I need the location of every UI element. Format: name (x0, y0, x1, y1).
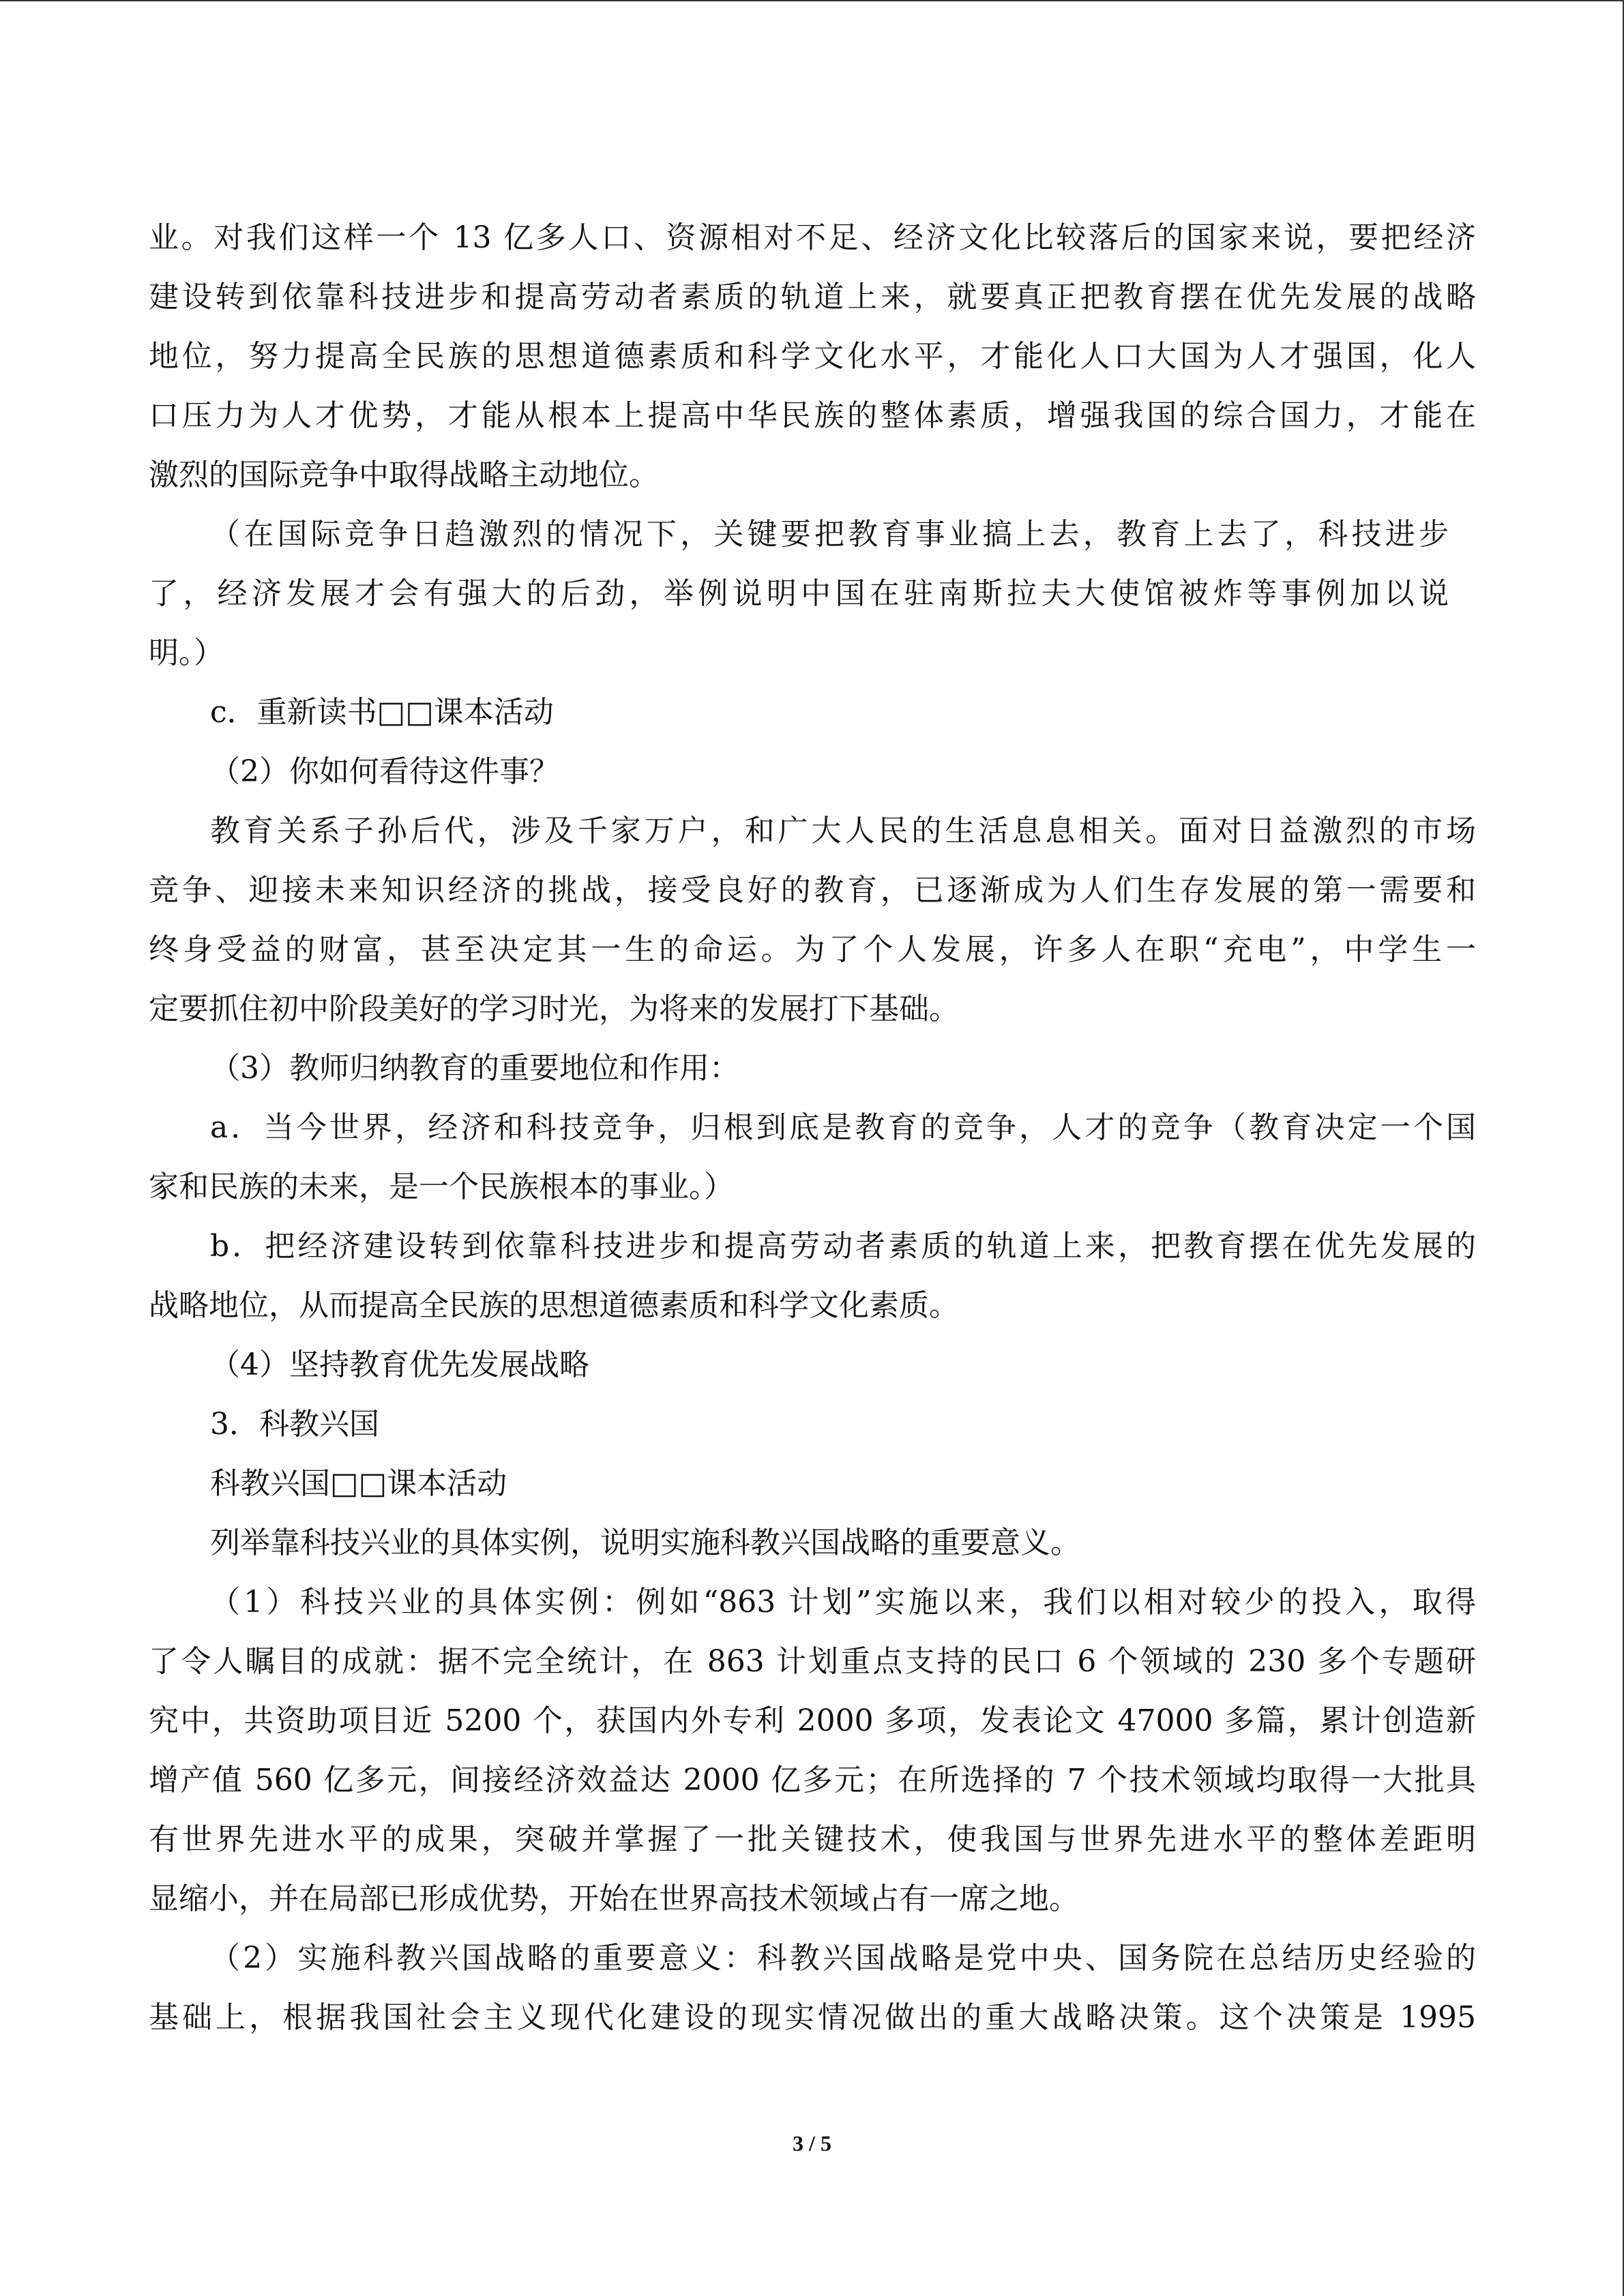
text-line: 竞争、迎接未来知识经济的挑战，接受良好的教育，已逐渐成为人们生存发展的第一需要和 (149, 873, 1476, 908)
text-line: （1）科技兴业的具体实例：例如“863 计划”实施以来，我们以相对较少的投入，取得 (210, 1585, 1476, 1620)
text-line: a．当今世界，经济和科技竞争，归根到底是教育的竞争，人才的竞争（教育决定一个国 (210, 1110, 1476, 1145)
text-line: 究中，共资助项目近 5200 个，获国内外专利 2000 多项，发表论文 47000 多篇，累计创造新 (149, 1703, 1476, 1738)
text-line: 有世界先进水平的成果，突破并掌握了一批关键技术，使我国与世界先进水平的整体差距明 (149, 1822, 1476, 1857)
subheading: （4）坚持教育优先发展战略 (210, 1347, 589, 1382)
text-line: 建设转到依靠科技进步和提高劳动者素质的轨道上来，就要真正把教育摆在优先发展的战略 (149, 280, 1476, 314)
text-line: 家和民族的未来，是一个民族根本的事业。） (149, 1169, 734, 1204)
page-number: 3 / 5 (793, 2131, 831, 2156)
text-line: 基础上，根据我国社会主义现代化建设的现实情况做出的重大战略决策。这个决策是 1995 (149, 2000, 1476, 2035)
text-line: 业。对我们这样一个 13 亿多人口、资源相对不足、经济文化比较落后的国家来说，要把经济 (149, 220, 1476, 255)
text-line: 了，经济发展才会有强大的后劲，举例说明中国在驻南斯拉夫大使馆被炸等事例加以说 (149, 576, 1449, 611)
text-line: 战略地位，从而提高全民族的思想道德素质和科学文化素质。 (149, 1288, 959, 1323)
text-line: 终身受益的财富，甚至决定其一生的命运。为了个人发展，许多人在职“充电”，中学生一 (149, 932, 1476, 967)
subheading: （3）教师归纳教育的重要地位和作用： (210, 1051, 739, 1086)
text-line: 定要抓住初中阶段美好的学习时光，为将来的发展打下基础。 (149, 992, 959, 1026)
text-line: 地位，努力提高全民族的思想道德素质和科学文化水平，才能化人口大国为人才强国，化人 (149, 339, 1476, 374)
text-line: 明。） (149, 636, 224, 670)
text-line: （2）实施科教兴国战略的重要意义：科教兴国战略是党中央、国务院在总结历史经验的 (210, 1941, 1476, 1976)
text-line: 了令人瞩目的成就：据不完全统计，在 863 计划重点支持的民口 6 个领域的 230 多个专题研 (149, 1644, 1476, 1679)
text-line: 口压力为人才优势，才能从根本上提高中华民族的整体素质，增强我国的综合国力，才能在 (149, 398, 1476, 433)
text-line: 教育关系子孙后代，涉及千家万户，和广大人民的生活息息相关。面对日益激烈的市场 (210, 814, 1476, 848)
page-border-top (0, 0, 1624, 2)
text-line: 增产值 560 亿多元，间接经济效益达 2000 亿多元；在所选择的 7 个技术领域均取得一大批具 (149, 1763, 1476, 1798)
section-heading: 3．科教兴国 (210, 1407, 379, 1442)
subheading: （2）你如何看待这件事？ (210, 754, 559, 789)
text-line: 显缩小，并在局部已形成优势，开始在世界高技术领域占有一席之地。 (149, 1881, 1079, 1916)
text-line: b．把经济建设转到依靠科技进步和提高劳动者素质的轨道上来，把教育摆在优先发展的 (210, 1229, 1476, 1264)
subheading: 科教兴国□□课本活动 (210, 1466, 507, 1501)
subheading: c．重新读书□□课本活动 (210, 695, 554, 730)
text-line: 列举靠科技兴业的具体实例，说明实施科教兴国战略的重要意义。 (210, 1525, 1080, 1560)
text-line: （在国际竞争日趋激烈的情况下，关键要把教育事业搞上去，教育上去了，科技进步 (210, 517, 1449, 552)
body-text (149, 208, 1476, 2047)
text-line: 激烈的国际竞争中取得战略主动地位。 (149, 458, 659, 492)
